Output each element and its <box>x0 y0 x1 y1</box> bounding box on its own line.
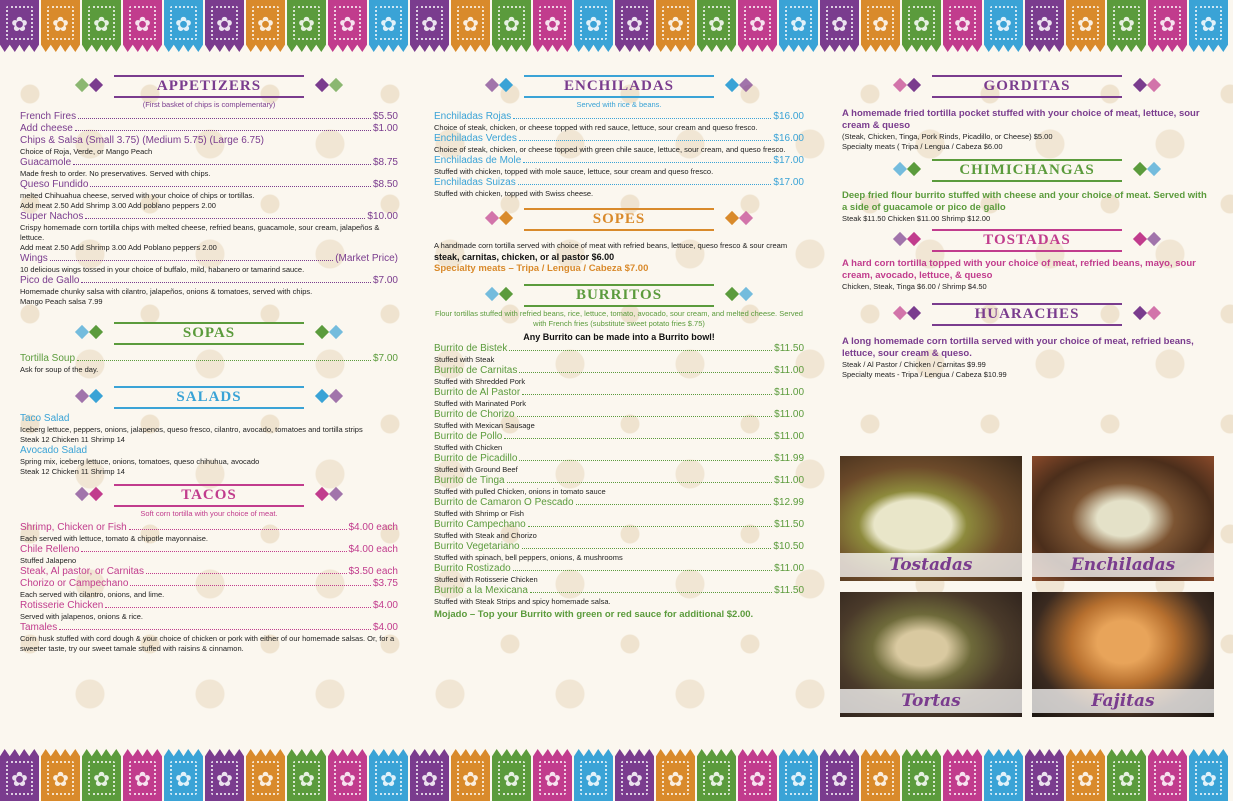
leader-dots <box>85 218 365 219</box>
menu-item <box>434 475 804 487</box>
papel-picado-flag <box>533 0 572 52</box>
papel-picado-flag <box>451 0 490 52</box>
papel-picado-flag <box>1189 749 1228 801</box>
menu-item <box>434 519 804 531</box>
papel-picado-flag <box>328 0 367 52</box>
menu-item-description: Add meat 2.50 Add Shrimp 3.00 Add poblano peppers 2.00 <box>20 201 216 210</box>
papel-picado-flag <box>820 749 859 801</box>
salads-title: SALADS <box>176 389 242 405</box>
papel-picado-flag <box>369 749 408 801</box>
appetizers-heading <box>20 74 398 98</box>
fajitas-photo-caption: Fajitas <box>1032 689 1214 713</box>
menu-item-price: $8.50 <box>372 179 398 190</box>
papel-picado-flag <box>123 749 162 801</box>
leader-dots <box>50 260 333 261</box>
menu-item-name: Add cheese <box>20 123 73 134</box>
tostadas-title: TOSTADAS <box>983 232 1071 248</box>
menu-item-description: Stuffed with Steak Strips and spicy homemade salsa. <box>434 597 611 606</box>
leader-dots <box>78 118 371 119</box>
menu-item-price: (Market Price) <box>335 253 398 264</box>
enchiladas-heading <box>434 74 804 98</box>
menu-item-description: Steak 12 Chicken 11 Shrimp 14 <box>20 467 125 476</box>
gorditas-meats: (Steak, Chicken, Tinga, Pork Rinds, Picadillo, or Cheese) $5.00 <box>842 132 1053 141</box>
papel-picado-flag <box>205 749 244 801</box>
menu-item <box>434 409 804 421</box>
leader-dots <box>519 140 772 141</box>
column-right <box>842 70 1212 380</box>
menu-item-price: $4.00 each <box>348 544 398 555</box>
leader-dots <box>522 394 772 395</box>
papel-picado-flag <box>410 749 449 801</box>
appetizers-note: (First basket of chips is complementary) <box>142 100 276 109</box>
menu-item <box>434 343 804 355</box>
tacos-list <box>20 522 398 654</box>
menu-item-description: Stuffed with Steak <box>434 355 495 364</box>
menu-item-price: $11.00 <box>774 387 804 398</box>
papel-picado-flag <box>123 0 162 52</box>
sopas-list <box>20 353 398 375</box>
food-photo-grid <box>840 456 1214 716</box>
tostadas-heading <box>842 228 1212 252</box>
menu-item <box>20 622 398 634</box>
burritos-mojado: Mojado – Top your Burrito with green or red sauce for additional $2.00. <box>434 609 754 620</box>
menu-item <box>434 365 804 377</box>
menu-item-description: 10 delicious wings tossed in your choice of buffalo, mild, habanero or tamarind sauce. <box>20 265 305 274</box>
menu-item <box>20 275 398 287</box>
burritos-note: Flour tortillas stuffed with refried beans, rice, lettuce, tomato, avocado, sour cream, and melted cheese. Served with French fries (substitute sweet potato fries $.75) <box>435 309 803 328</box>
menu-item-price: $8.75 <box>372 157 398 168</box>
menu-item-description: Stuffed with chicken, topped with mole sauce, lettuce, sour cream and queso fresco. <box>434 167 714 176</box>
chimichangas-title: CHIMICHANGAS <box>959 162 1095 178</box>
gorditas-description: A homemade fried tortilla pocket stuffed with your choice of meat, lettuce, sour cream & queso <box>842 108 1200 131</box>
tostadas-description: A hard corn tortilla topped with your choice of meat, refried beans, mayo, sour cream, avocado, lettuce, & queso <box>842 258 1196 281</box>
menu-item <box>20 578 398 590</box>
papel-picado-flag <box>615 749 654 801</box>
enchiladas-note: Served with rice & beans. <box>576 100 662 109</box>
papel-picado-flag <box>984 749 1023 801</box>
menu-item-name: Burrito de Chorizo <box>434 409 515 420</box>
gorditas-title: GORDITAS <box>983 78 1071 94</box>
gorditas-specialty: Specialty meats ( Tripa / Lengua / Cabeza $6.00 <box>842 142 1003 151</box>
menu-item-description: Spring mix, iceberg lettuce, onions, tomatoes, queso chihuhua, avocado <box>20 457 260 466</box>
papel-picado-flag <box>574 0 613 52</box>
menu-item-description: Stuffed with Ground Beef <box>434 465 518 474</box>
menu-item-description: Stuffed with Chicken <box>434 443 503 452</box>
papel-picado-flag <box>82 0 121 52</box>
papel-picado-flag <box>1025 0 1064 52</box>
menu-item <box>20 413 398 425</box>
menu-item-name: French Fires <box>20 111 77 122</box>
leader-dots <box>509 350 772 351</box>
huaraches-specialty: Specialty meats - Tripa / Lengua / Cabeza $10.99 <box>842 370 1007 379</box>
papel-picado-flag <box>861 749 900 801</box>
menu-item-name: Burrito de Camaron O Pescado <box>434 497 574 508</box>
menu-item <box>20 211 398 223</box>
leader-dots <box>59 629 371 630</box>
papel-picado-flag <box>369 0 408 52</box>
sopes-title: SOPES <box>592 211 646 227</box>
huaraches-description: A long homemade corn tortilla served with your choice of meat, refried beans, lettuce, sour cream & queso. <box>842 336 1194 359</box>
leader-dots <box>522 548 772 549</box>
leader-dots <box>528 526 772 527</box>
menu-item-name: Tortilla Soup <box>20 353 76 364</box>
menu-item-description: Mango Peach salsa 7.99 <box>20 297 103 306</box>
menu-item-price: $17.00 <box>773 155 804 166</box>
papel-picado-flag <box>820 0 859 52</box>
papel-picado-flag <box>41 0 80 52</box>
papel-picado-flag <box>656 749 695 801</box>
huaraches-prices: Steak / Al Pastor / Chicken / Carnitas $9.99 <box>842 360 986 369</box>
menu-item <box>434 155 804 167</box>
fajitas-photo <box>1032 592 1214 717</box>
leader-dots <box>519 372 772 373</box>
menu-item-name: Burrito de Tinga <box>434 475 505 486</box>
papel-picado-flag <box>287 749 326 801</box>
menu-item-price: $11.50 <box>774 343 804 354</box>
menu-item-description: Choice of Roja, Verde, or Mango Peach <box>20 147 153 156</box>
papel-picado-flag <box>205 0 244 52</box>
papel-picado-flag <box>1148 749 1187 801</box>
menu-item <box>20 445 398 457</box>
menu-item-price: $4.00 <box>372 600 398 611</box>
menu-item-price: $4.00 each <box>348 522 398 533</box>
papel-picado-flag <box>697 749 736 801</box>
menu-item <box>434 585 804 597</box>
menu-item-description: Ask for soup of the day. <box>20 365 99 374</box>
papel-picado-flag <box>328 749 367 801</box>
menu-item-price: $10.00 <box>367 211 398 222</box>
menu-item-price: $11.00 <box>774 563 804 574</box>
menu-item-name: Enchiladas Verdes <box>434 133 517 144</box>
menu-item <box>434 431 804 443</box>
menu-item-name: Burrito de Pollo <box>434 431 503 442</box>
huaraches-heading <box>842 302 1212 326</box>
menu-item-price: $7.00 <box>372 275 398 286</box>
leader-dots <box>519 460 772 461</box>
leader-dots <box>518 184 772 185</box>
papel-picado-flag <box>902 749 941 801</box>
papel-picado-flag <box>984 0 1023 52</box>
papel-picado-flag <box>779 749 818 801</box>
menu-item-price: $12.99 <box>773 497 804 508</box>
menu-item-name: Guacamole <box>20 157 72 168</box>
menu-item-description: Stuffed with chicken, topped with Swiss cheese. <box>434 189 594 198</box>
papel-picado-flag <box>738 749 777 801</box>
appetizers-title: APPETIZERS <box>156 78 262 94</box>
menu-item-name: Chips & Salsa (Small 3.75) (Medium 5.75) (Large 6.75) <box>20 135 264 146</box>
menu-item-description: Steak 12 Chicken 11 Shrimp 14 <box>20 435 125 444</box>
papel-picado-flag <box>246 749 285 801</box>
menu-item-name: Steak, Al pastor, or Carnitas <box>20 566 144 577</box>
leader-dots <box>513 570 772 571</box>
papel-picado-flag <box>164 749 203 801</box>
menu-item-price: $11.00 <box>774 431 804 442</box>
menu-item-price: $4.00 <box>372 622 398 633</box>
menu-item-description: Corn husk stuffed with cord dough & your choice of chicken or pork with either of our homemade salsas. Or, for a sweeter taste, try our sweet tamale stuffed with raisins & cinnamon. <box>20 634 395 653</box>
sopas-title: SOPAS <box>182 325 236 341</box>
menu-item-name: Burrito Rostizado <box>434 563 511 574</box>
papel-picado-flag <box>861 0 900 52</box>
menu-item-description: Stuffed with Shrimp or Fish <box>434 509 524 518</box>
menu-item-description: melted Chihuahua cheese, served with your choice of chips or tortillas. <box>20 191 255 200</box>
menu-item-name: Burrito Campechano <box>434 519 526 530</box>
menu-item-name: Chorizo or Campechano <box>20 578 129 589</box>
papel-picado-flag <box>451 749 490 801</box>
appetizers-list <box>20 111 398 307</box>
menu-item-name: Pico de Gallo <box>20 275 80 286</box>
sopes-specialty: Specialty meats – Tripa / Lengua / Cabeza $7.00 <box>434 263 649 274</box>
burritos-list <box>434 343 804 607</box>
menu-item-description: Stuffed Jalapeno <box>20 556 77 565</box>
papel-picado-flag <box>943 0 982 52</box>
menu-item <box>434 387 804 399</box>
menu-item-price: $3.50 each <box>348 566 398 577</box>
menu-item-description: Choice of steak, chicken, or cheese topped with green chile sauce, lettuce, sour cream, and queso fresco. <box>434 145 786 154</box>
menu-item-price: $11.00 <box>774 409 804 420</box>
tortas-photo <box>840 592 1022 717</box>
papel-picado-flag <box>779 0 818 52</box>
menu-item-name: Wings <box>20 253 48 264</box>
papel-picado-flag <box>533 749 572 801</box>
papel-picado-bottom-banner <box>0 737 1233 801</box>
chimichangas-prices: Steak $11.50 Chicken $11.00 Shrimp $12.00 <box>842 214 991 223</box>
papel-picado-flag <box>1025 749 1064 801</box>
sopas-heading <box>20 321 398 345</box>
menu-item-description: Each served with cilantro, onions, and lime. <box>20 590 165 599</box>
papel-picado-flag <box>82 749 121 801</box>
leader-dots <box>530 592 772 593</box>
tacos-note: Soft corn tortilla with your choice of meat. <box>140 509 278 518</box>
menu-item-name: Taco Salad <box>20 413 70 424</box>
tacos-heading <box>20 483 398 507</box>
menu-item <box>434 453 804 465</box>
papel-picado-flag <box>574 749 613 801</box>
menu-item <box>20 353 398 365</box>
menu-item <box>434 111 804 123</box>
menu-item-price: $16.00 <box>773 111 804 122</box>
papel-picado-flag <box>656 0 695 52</box>
leader-dots <box>81 282 370 283</box>
huaraches-title: HUARACHES <box>974 306 1080 322</box>
sopes-meats: steak, carnitas, chicken, or al pastor $6.00 <box>434 252 615 262</box>
papel-picado-flag <box>1066 0 1105 52</box>
menu-item-name: Tamales <box>20 622 58 633</box>
burritos-bowl-note: Any Burrito can be made into a Burrito bowl! <box>523 332 715 342</box>
papel-picado-flag <box>738 0 777 52</box>
menu-item-description: Made fresh to order. No preservatives. Served with chips. <box>20 169 211 178</box>
papel-picado-flag <box>246 0 285 52</box>
papel-picado-flag <box>492 0 531 52</box>
menu-item-name: Enchiladas Rojas <box>434 111 512 122</box>
menu-item <box>20 566 398 578</box>
menu-item-price: $11.50 <box>774 519 804 530</box>
menu-item <box>20 135 398 147</box>
tostadas-prices: Chicken, Steak, Tinga $6.00 / Shrimp $4.50 <box>842 282 987 291</box>
menu-item-name: Chile Relleno <box>20 544 80 555</box>
leader-dots <box>90 186 371 187</box>
leader-dots <box>77 360 371 361</box>
tortas-photo-caption: Tortas <box>840 689 1022 713</box>
menu-item-description: Stuffed with Rotisserie Chicken <box>434 575 538 584</box>
menu-item-description: Stuffed with Marinated Pork <box>434 399 526 408</box>
salads-list <box>20 413 398 477</box>
menu-item-description: Stuffed with pulled Chicken, onions in tomato sauce <box>434 487 606 496</box>
leader-dots <box>75 130 371 131</box>
menu-item-description: Stuffed with spinach, bell peppers, onions, & mushrooms <box>434 553 623 562</box>
menu-item-name: Avocado Salad <box>20 445 88 456</box>
burritos-title: BURRITOS <box>575 287 663 303</box>
leader-dots <box>507 482 773 483</box>
leader-dots <box>146 573 347 574</box>
tostadas-photo <box>840 456 1022 581</box>
leader-dots <box>129 529 347 530</box>
menu-item-name: Rotisserie Chicken <box>20 600 104 611</box>
menu-item-price: $17.00 <box>773 177 804 188</box>
menu-item <box>434 541 804 553</box>
leader-dots <box>513 118 771 119</box>
leader-dots <box>504 438 772 439</box>
leader-dots <box>130 585 371 586</box>
menu-item <box>20 111 398 123</box>
sopes-description: A handmade corn tortilla served with choice of meat with refried beans, lettuce, queso fresco & sour cream <box>434 241 788 250</box>
leader-dots <box>81 551 346 552</box>
papel-picado-flag <box>0 0 39 52</box>
menu-item-name: Burrito de Picadillo <box>434 453 518 464</box>
menu-item <box>20 522 398 534</box>
papel-picado-flag <box>1148 0 1187 52</box>
tacos-title: TACOS <box>181 487 237 503</box>
menu-item <box>20 544 398 556</box>
menu-item-price: $11.00 <box>774 475 804 486</box>
menu-item-name: Burrito de Bistek <box>434 343 508 354</box>
leader-dots <box>73 164 371 165</box>
menu-item-description: Homemade chunky salsa with cilantro, jalapeños, onions & tomatoes, served with chips. <box>20 287 313 296</box>
papel-picado-flag <box>1189 0 1228 52</box>
menu-item-price: $11.50 <box>774 585 804 596</box>
papel-picado-flag <box>902 0 941 52</box>
menu-item-description: Each served with lettuce, tomato & chipotle mayonnaise. <box>20 534 209 543</box>
menu-item-price: $1.00 <box>372 123 398 134</box>
menu-item-price: $7.00 <box>372 353 398 364</box>
menu-item-price: $11.99 <box>774 453 804 464</box>
leader-dots <box>576 504 772 505</box>
leader-dots <box>517 416 773 417</box>
menu-item-price: $10.50 <box>773 541 804 552</box>
column-middle <box>434 70 804 621</box>
menu-item <box>434 133 804 145</box>
enchiladas-list <box>434 111 804 199</box>
papel-picado-flag <box>164 0 203 52</box>
papel-picado-flag <box>492 749 531 801</box>
papel-picado-flag <box>1066 749 1105 801</box>
menu-item <box>434 497 804 509</box>
sopes-heading <box>434 207 804 231</box>
menu-item-price: $3.75 <box>372 578 398 589</box>
enchiladas-title: ENCHILADAS <box>563 78 675 94</box>
tostadas-photo-caption: Tostadas <box>840 553 1022 577</box>
menu-item-name: Burrito Vegetariano <box>434 541 520 552</box>
chimichangas-description: Deep fried flour burrito stuffed with cheese and your choice of meat. Served with a side of guacamole or pico de gallo <box>842 190 1207 213</box>
papel-picado-flag <box>410 0 449 52</box>
menu-item-description: Stuffed with Shredded Pork <box>434 377 526 386</box>
gorditas-heading <box>842 74 1212 98</box>
leader-dots <box>105 607 371 608</box>
enchiladas-photo-caption: Enchiladas <box>1032 553 1214 577</box>
papel-picado-flag <box>41 749 80 801</box>
menu-item-name: Burrito de Al Pastor <box>434 387 521 398</box>
chimichangas-heading <box>842 158 1212 182</box>
menu-item-description: Add meat 2.50 Add Shrimp 3.00 Add Poblano peppers 2.00 <box>20 243 217 252</box>
enchiladas-photo <box>1032 456 1214 581</box>
menu-item <box>434 563 804 575</box>
papel-picado-flag <box>287 0 326 52</box>
burritos-heading <box>434 283 804 307</box>
menu-item <box>20 253 398 265</box>
papel-picado-flag <box>1107 749 1146 801</box>
menu-item-name: Shrimp, Chicken or Fish <box>20 522 127 533</box>
menu-item <box>20 600 398 612</box>
menu-item-name: Enchiladas Suizas <box>434 177 516 188</box>
papel-picado-flag <box>615 0 654 52</box>
menu-item-description: Served with jalapenos, onions & rice. <box>20 612 143 621</box>
menu-item-description: Crispy homemade corn tortilla chips with melted cheese, refried beans, guacamole, sour cream, jalapeños & lettuce. <box>20 223 380 242</box>
menu-item <box>20 179 398 191</box>
menu-item <box>434 177 804 189</box>
menu-item-description: Choice of steak, chicken, or cheese topped with red sauce, lettuce, sour cream and queso fresco. <box>434 123 758 132</box>
papel-picado-top-banner <box>0 0 1233 64</box>
menu-item <box>20 123 398 135</box>
papel-picado-flag <box>943 749 982 801</box>
menu-item-description: Stuffed with Steak and Chorizo <box>434 531 537 540</box>
menu-item-description: Iceberg lettuce, peppers, onions, jalapenos, queso fresco, cilantro, avocado, tomatoes and tortilla strips <box>20 425 363 434</box>
papel-picado-flag <box>0 749 39 801</box>
papel-picado-flag <box>697 0 736 52</box>
menu-item-name: Super Nachos <box>20 211 84 222</box>
menu-item-price: $11.00 <box>774 365 804 376</box>
leader-dots <box>523 162 771 163</box>
menu-item-name: Queso Fundido <box>20 179 89 190</box>
menu-item <box>20 157 398 169</box>
menu-item-name: Burrito a la Mexicana <box>434 585 528 596</box>
column-left <box>20 70 398 654</box>
menu-item-price: $16.00 <box>773 133 804 144</box>
papel-picado-flag <box>1107 0 1146 52</box>
salads-heading <box>20 385 398 409</box>
menu-item-price: $5.50 <box>372 111 398 122</box>
menu-item-description: Stuffed with Mexican Sausage <box>434 421 535 430</box>
menu-item-name: Enchiladas de Mole <box>434 155 522 166</box>
menu-item-name: Burrito de Carnitas <box>434 365 518 376</box>
